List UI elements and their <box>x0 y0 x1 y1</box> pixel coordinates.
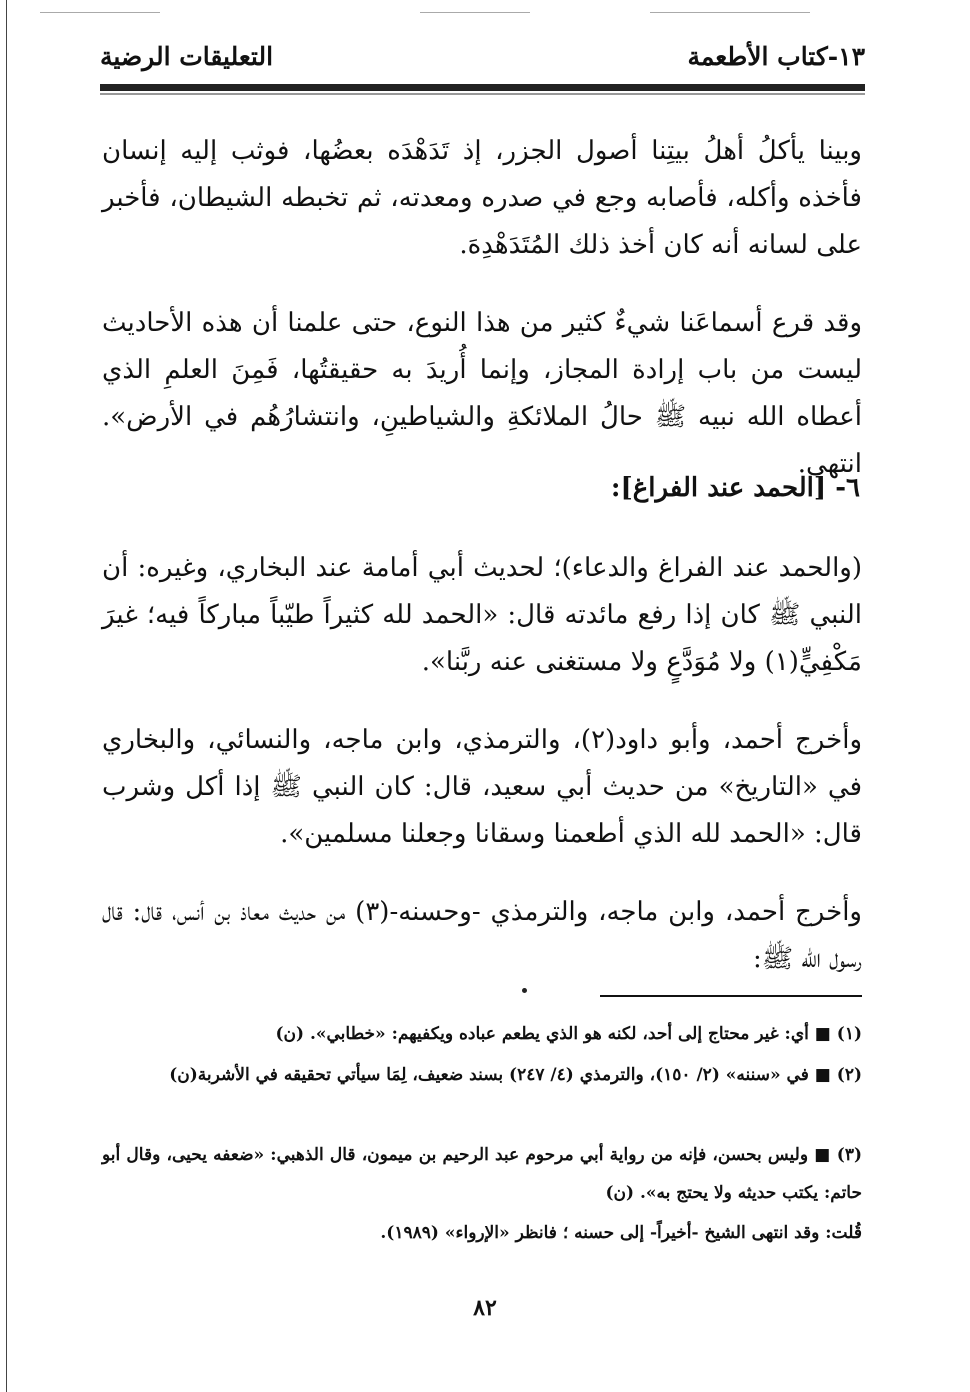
header-rule-shadow <box>100 93 865 95</box>
scan-artifact-line <box>650 12 810 13</box>
running-header <box>100 42 865 82</box>
body-paragraph-5: وأخرج أحمد، وابن ماجه، والترمذي -وحسنه-(٣) من حديث معاذ بن أنس، قال: قال رسول الله ﷺ: <box>102 897 862 974</box>
footnote-separator <box>600 995 862 997</box>
ink-dot <box>522 988 527 993</box>
section-heading: ٦- [الحمد عند الفراغ]: <box>610 473 860 503</box>
body-paragraph-4: وأخرج أحمد، وأبو داود(٢)، والترمذي، وابن ماجه، والنسائي، والبخاري في «التاريخ» من حديث أبي سعيد، قال: كان النبي ﷺ إذا أكل وشرب قال: «الحمد لله الذي أطعمنا وسقانا وجعلنا مسلمين». <box>102 725 863 849</box>
page-edge-line <box>6 0 7 1392</box>
footnote-editor-note: قُلت: وقد انتهى الشيخ -أخيراً- إلى حسنه ؛ فانظر «الإرواء» (١٩٨٩). <box>380 1223 862 1243</box>
page-number: ٨٢ <box>473 1295 497 1321</box>
footnote-1: (١) ■ أي: غير محتاج إلى أحد، لكنه هو الذي يطعم عباده ويكفيهم: «خطابي». (ن) <box>275 1024 862 1044</box>
scan-artifact-line <box>40 12 160 13</box>
body-paragraph-2: وقد قرع أسماعَنا شيءٌ كثير من هذا النوع، حتى علمنا أن هذه الأحاديث ليست من باب إرادة المجاز، وإنما أُريدَ به حقيقتُها، فَمِنَ العلمِ الذي أعطاه الله نبيه ﷺ حالُ الملائكةِ والشياطينِ، وانتشارُهُم في الأرض». انتهى. <box>102 308 862 479</box>
book-title: التعليقات الرضية <box>100 42 274 71</box>
chapter-title: ١٣-كتاب الأطعمة <box>687 42 865 71</box>
scan-artifact-line <box>420 12 530 13</box>
footnote-3: (٣) ■ وليس بحسن، فإنه من رواية أبي مرحوم عبد الرحيم بن ميمون، قال الذهبي: «ضعفه يحيى، وقال أبو حاتم: يكتب حديثه ولا يحتج به». (ن) <box>102 1145 862 1203</box>
body-paragraph-3: (والحمد عند الفراغ والدعاء)؛ لحديث أبي أمامة عند البخاري، وغيره: أن النبي ﷺ كان إذا رفع مائدته قال: «الحمد لله كثيراً طيّباً مباركاً فيه؛ غيرَ مَكْفِيٍّ(١) ولا مُوَدَّعٍ ولا مستغنى عنه ربَّنا». <box>102 553 862 677</box>
header-rule <box>100 84 865 91</box>
footnote-2: (٢) ■ في «سننه» (٢/ ١٥٠)، والترمذي (٤/ ٢٤٧) بسند ضعيف، لِمَا سيأتي تحقيقه في الأشربة(ن) <box>169 1065 862 1085</box>
body-paragraph-1: وبينا يأكلُ أهلُ بيتِنا أصول الجزر، إذ تَدَهْدَه بعضُها، فوثب إليه إنسان فأخذه وأكله، فأصابه وجع في صدره ومعدته، ثم تخبطه الشيطان، فأخبر على لسانه أنه كان أخذ ذلك المُتَدَهْدِهَ. <box>102 136 862 260</box>
